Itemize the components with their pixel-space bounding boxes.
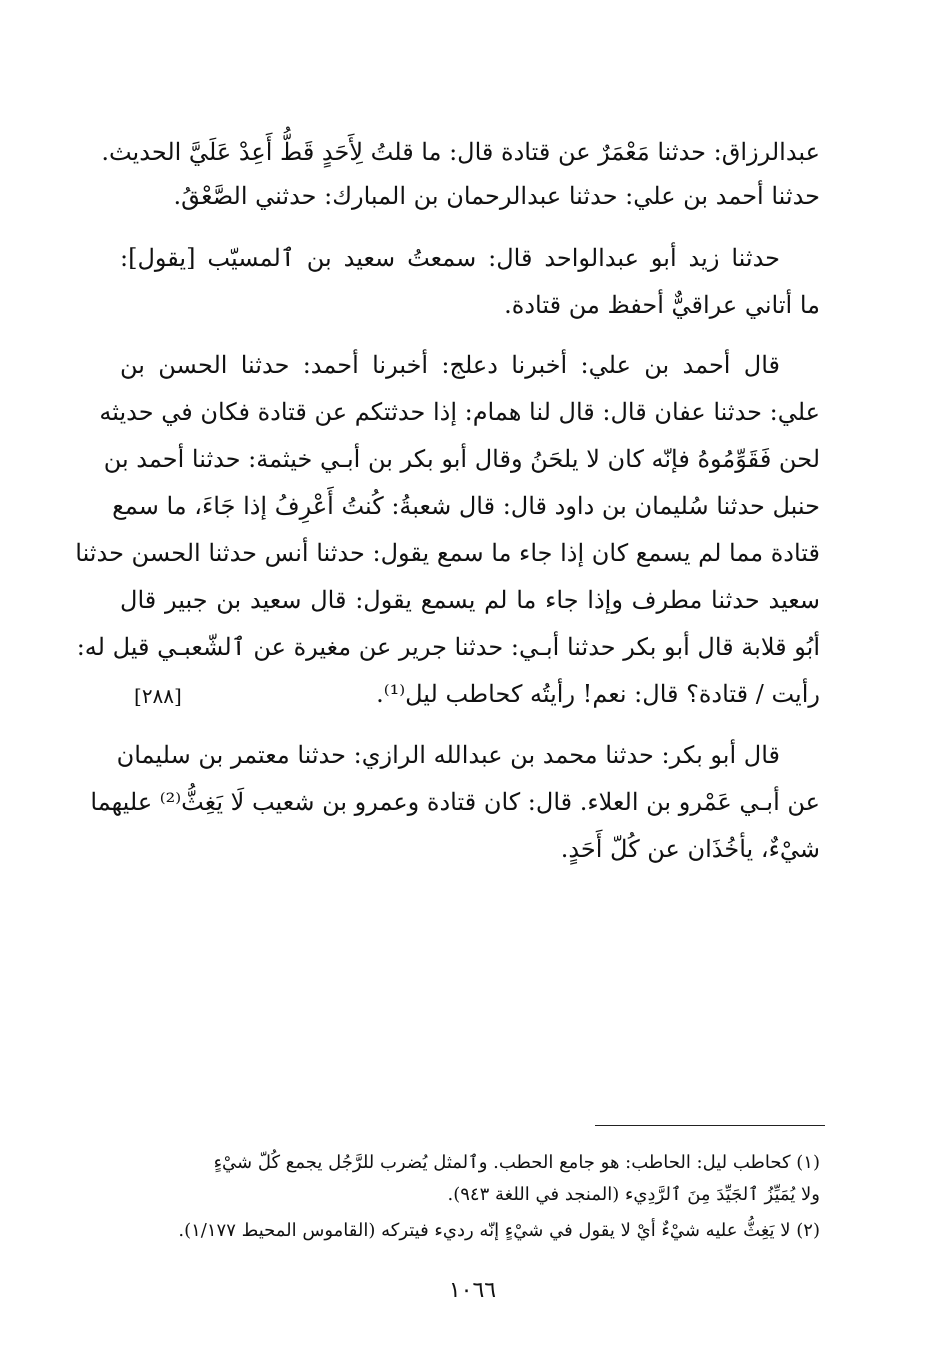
footnote-line: (٢) لا يَغِثُّ عليه شيْءٌ أيْ لا يقول في شيْءٍ إنّه رديء فيتركه (القاموس المحيط ١/١٧٧). — [178, 1220, 820, 1241]
text-line: حدثنا زيد أبو عبدالواحد قال: سمعتُ سعيد بن ٱلمسيّب [يقول]: — [120, 244, 780, 272]
text-line: رأيت / قتادة؟ قال: نعم! رأيتُه كحاطب ليل⁽¹⁾. — [376, 680, 820, 708]
text-line: شيْءٌ، يأخُذَان عن كُلّ أَحَدٍ. — [560, 835, 820, 863]
text-line: علي: حدثنا عفان قال: قال لنا همام: إذا حدثتكم عن قتادة فكان في حديثه — [99, 398, 820, 426]
text-line: عبدالرزاق: حدثنا مَعْمَرٌ عن قتادة قال: ما قلتُ لِأَحَدٍ قَطُّ أَعِدْ عَلَيَّ الحديث. — [101, 138, 820, 166]
footnote-line: ولا يُمَيِّزُ ٱلجَيِّدَ مِنَ ٱلرَّدِيء (المنجد في اللغة ٩٤٣). — [447, 1184, 820, 1205]
text-line: عن أبـي عَمْرو بن العلاء. قال: كان قتادة وعمرو بن شعيب لَا يَغِثُّ⁽²⁾ عليهما — [90, 788, 820, 816]
text-line: قال أحمد بن علي: أخبرنا دعلج: أخبرنا أحمد: حدثنا الحسن بن — [120, 351, 780, 379]
text-line: قتادة مما لم يسمع كان إذا جاء ما سمع يقول: حدثنا أنس حدثنا الحسن حدثنا — [75, 539, 820, 567]
page-marker: [٢٨٨] — [134, 684, 182, 708]
footnote-rule — [595, 1125, 825, 1126]
text-line: لحن فَقَوِّمُوهُ فإنّه كان لا يلحَنُ وقال أبو بكر بن أبـي خيثمة: حدثنا أحمد بن — [103, 445, 820, 473]
page-number: ١٠٦٦ — [448, 1278, 497, 1303]
text-line: أبُو قلابة قال أبو بكر حدثنا أبـي: حدثنا جرير عن مغيرة عن ٱلشّعبـي قيل له: — [76, 633, 820, 661]
text-line: ما أتاني عراقيٌّ أحفظ من قتادة. — [504, 291, 820, 319]
text-line: حنبل حدثنا سُليمان بن داود قال: قال شعبةُ: كُنتُ أَعْرِفُ إذا جَاءَ، ما سمع — [112, 492, 820, 520]
footnote-line: (١) كحاطب ليل: الحاطب: هو جامع الحطب. وٱلمثل يُضرب للرَّجُل يجمع كُلّ شيْءٍ — [213, 1152, 820, 1173]
text-line: سعيد حدثنا مطرف وإذا جاء ما لم يسمع يقول: قال سعيد بن جبير قال — [120, 586, 820, 614]
text-line: قال أبو بكر: حدثنا محمد بن عبدالله الرازي: حدثنا معتمر بن سليمان — [116, 741, 780, 769]
text-line: حدثنا أحمد بن علي: حدثنا عبدالرحمان بن المبارك: حدثني الصَّعْقُ. — [173, 182, 820, 210]
